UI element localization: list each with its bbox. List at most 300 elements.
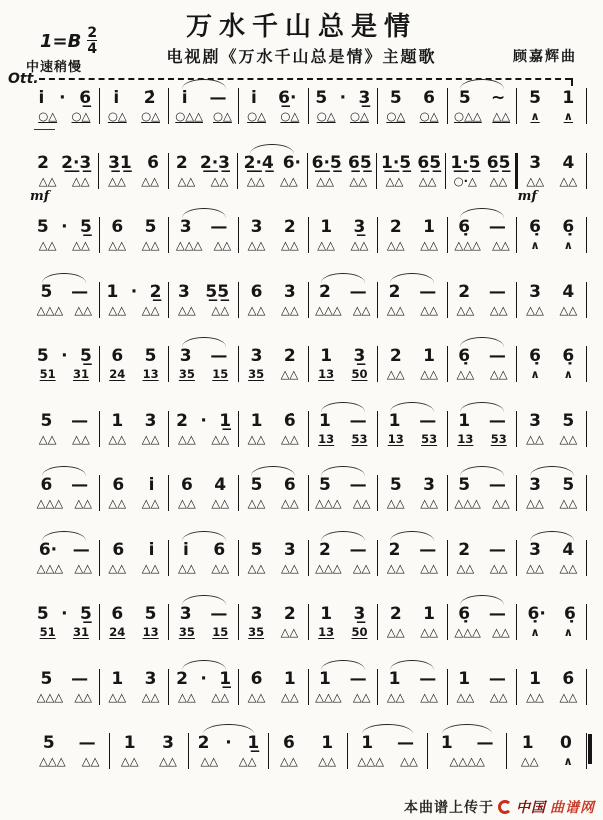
note: 1 (562, 88, 575, 108)
measure (189, 733, 269, 769)
melody-notes (240, 282, 307, 303)
melody-notes (170, 217, 237, 238)
note: — (210, 346, 228, 366)
measure (309, 411, 379, 447)
note: i (251, 88, 257, 108)
measure (309, 540, 379, 576)
breath-mark: △△ (280, 496, 299, 510)
note: 6̇ (147, 152, 160, 173)
breath-mark: △△ (178, 431, 196, 446)
melody-notes (309, 153, 375, 174)
breath-mark: △△ (526, 431, 544, 446)
measure (448, 669, 518, 705)
note: — (210, 604, 228, 624)
melody-notes (379, 88, 446, 109)
dynamic-marking: mf (30, 188, 50, 204)
measure (239, 604, 309, 640)
breath-marks (111, 754, 188, 769)
note: — (71, 410, 89, 431)
breath-marks (449, 432, 516, 447)
breath-mark: 13 (142, 625, 159, 639)
breath-marks (379, 561, 446, 576)
melody-notes (170, 88, 237, 109)
tie-arc-icon (182, 208, 226, 218)
breath-mark: △△ (420, 238, 438, 252)
tie-arc-icon (460, 208, 504, 218)
note: 3̲ (353, 217, 366, 237)
note: 2 (176, 410, 188, 431)
melody-notes (240, 604, 307, 625)
note: — (488, 281, 506, 302)
note: 1 (320, 217, 333, 237)
breath-mark: △△ (238, 754, 257, 768)
breath-marks (170, 496, 237, 511)
note: 6 (111, 217, 124, 237)
note: 2 (318, 539, 331, 560)
measure (378, 282, 448, 318)
measure (100, 282, 170, 318)
score-body (30, 88, 587, 798)
breath-marks (170, 109, 237, 124)
note: 5 (389, 475, 402, 495)
breath-marks (310, 561, 377, 576)
subtitle: 电视剧《万水千山总是情》主题歌 (166, 47, 437, 66)
breath-mark: 24 (109, 625, 126, 639)
note: 0 (559, 733, 572, 753)
breath-mark: △△ (352, 302, 371, 317)
breath-mark: △△ (317, 238, 335, 252)
breath-mark: △△ (386, 238, 405, 252)
breath-marks (449, 625, 516, 640)
breath-marks (379, 496, 446, 511)
measure (239, 346, 309, 382)
note: 5 (36, 346, 49, 366)
breath-mark: △△ (211, 431, 230, 446)
breath-marks (519, 174, 585, 189)
note: 1 (423, 217, 436, 237)
breath-marks (31, 174, 97, 189)
note: 4 (562, 152, 575, 173)
melody-notes (101, 88, 168, 109)
breath-mark: △△ (247, 431, 266, 446)
breath-mark: △△ (559, 431, 578, 446)
melody-notes (240, 411, 307, 432)
breath-mark: △△ (280, 367, 299, 381)
breath-mark: △△ (211, 689, 230, 704)
melody-notes (31, 540, 98, 561)
measure (169, 475, 239, 511)
note: 3 (529, 281, 541, 302)
breath-mark: △△ (246, 173, 265, 188)
measure (517, 411, 587, 447)
note: 2 (175, 152, 188, 173)
note: i (148, 539, 155, 560)
note: 1 (320, 346, 333, 366)
breath-mark: △△ (420, 689, 438, 704)
composer-credit: 顾嘉辉曲 (513, 49, 577, 65)
breath-marks (101, 238, 168, 253)
breath-mark: ∧ (530, 109, 540, 123)
breath-mark: 53 (421, 431, 438, 446)
note: 6̣ (529, 346, 541, 366)
note: 6̣ (564, 604, 576, 624)
breath-mark: △△ (213, 238, 232, 252)
note: 1̲·̲5̲ (450, 152, 481, 173)
breath-marks (240, 238, 307, 253)
note: 6 (180, 475, 193, 495)
site-name-bold: 中国 (516, 800, 546, 816)
note: 6̣ (529, 217, 541, 237)
note: 3 (178, 281, 190, 302)
note: 5 (389, 88, 402, 108)
score-line-11 (30, 733, 587, 769)
note: — (71, 475, 89, 495)
melody-notes (240, 540, 307, 561)
breath-mark: 13 (457, 431, 474, 446)
breath-mark: △△ (386, 625, 405, 639)
tie-arc-icon (362, 724, 412, 734)
note: 3 (529, 475, 541, 495)
measure (517, 604, 587, 640)
breath-mark: ○△ (316, 109, 336, 123)
note: i (38, 88, 45, 108)
breath-mark: △△ (108, 173, 126, 188)
note: 2̲ (149, 281, 162, 302)
breath-marks (170, 561, 237, 576)
breath-mark: △△ (141, 689, 160, 704)
melody-notes (310, 604, 377, 625)
melody-notes (310, 217, 377, 238)
note: 4 (214, 475, 227, 495)
breath-mark: 31 (72, 367, 89, 381)
melody-notes (379, 540, 446, 561)
measure (239, 282, 309, 318)
measure (30, 411, 100, 447)
note: ~ (490, 88, 506, 108)
tie-arc-icon (182, 531, 226, 541)
tie-arc-icon (321, 402, 365, 412)
breath-mark: △△ (489, 173, 508, 188)
melody-notes (379, 669, 446, 690)
breath-marks (379, 303, 446, 318)
note: 3 (179, 217, 192, 237)
melody-notes (170, 475, 237, 496)
breath-mark: △△ (280, 625, 299, 639)
melody-notes (31, 346, 98, 367)
breath-marks (31, 432, 98, 447)
note: 1 (529, 668, 541, 689)
tie-arc-icon (460, 595, 504, 605)
note: 2 (389, 604, 402, 624)
tie-arc-icon (42, 273, 86, 283)
breath-mark: △△ (72, 238, 90, 252)
melody-notes (449, 669, 516, 690)
note: 1̲ (219, 668, 232, 689)
note: 6̲5̲ (486, 152, 511, 173)
breath-mark: △△ (350, 238, 369, 252)
measure (517, 346, 587, 382)
measure (309, 282, 379, 318)
measure (378, 604, 448, 640)
breath-mark: ∧ (563, 625, 574, 639)
measure (30, 152, 99, 204)
breath-mark: △△ (316, 173, 334, 188)
breath-mark: 13 (142, 367, 159, 381)
melody-notes (239, 153, 305, 174)
breath-mark: ○△ (71, 109, 91, 123)
breath-marks (31, 367, 98, 382)
tie-arc-icon (530, 531, 574, 541)
note: 6 (40, 475, 53, 495)
breath-mark: △△ (211, 496, 230, 510)
melody-notes (31, 604, 98, 625)
note: 5 (40, 668, 53, 689)
note: 1̲ (219, 410, 232, 431)
breath-mark: 53 (490, 431, 507, 446)
breath-mark: △△ (489, 367, 508, 381)
measure (309, 604, 379, 640)
breath-marks (240, 561, 307, 576)
measure (428, 733, 508, 769)
measure (448, 282, 518, 318)
breath-marks (309, 174, 375, 189)
breath-marks (379, 238, 446, 253)
measure (348, 733, 428, 769)
measure (169, 540, 239, 576)
melody-notes (100, 153, 166, 174)
breath-marks (101, 303, 168, 318)
breath-mark: △△ (352, 496, 371, 510)
site-name-red: 曲谱网 (550, 800, 595, 816)
tie-arc-icon (321, 466, 365, 476)
note: — (476, 733, 494, 753)
breath-mark: 15 (212, 367, 229, 381)
breath-mark: △△ (141, 238, 160, 252)
breath-marks (170, 174, 236, 189)
breath-marks (240, 432, 307, 447)
breath-mark: △△ (526, 173, 545, 188)
melody-notes (379, 604, 446, 625)
breath-marks (429, 754, 506, 769)
note: 1 (283, 668, 296, 689)
breath-marks (379, 109, 446, 124)
breath-marks (379, 625, 446, 640)
note: — (419, 539, 437, 560)
note: 2 (388, 539, 401, 560)
breath-mark: 13 (318, 625, 335, 639)
melody-notes (31, 217, 98, 238)
note: 6̣ (458, 217, 471, 237)
breath-mark: 35 (248, 625, 265, 639)
measure (30, 346, 100, 382)
breath-marks (270, 754, 347, 769)
breath-mark: △△ (71, 173, 90, 188)
breath-marks (240, 303, 307, 318)
note: 2 (389, 217, 402, 237)
note: 6̣ (562, 346, 575, 366)
measure (309, 346, 379, 382)
breath-mark: △△ (108, 560, 127, 575)
note: · (200, 410, 207, 431)
measure (448, 217, 518, 253)
breath-mark: ○△ (141, 109, 161, 123)
melody-notes (310, 88, 377, 109)
breath-mark: 24 (109, 367, 126, 381)
melody-notes (240, 475, 307, 496)
note: 5̲ (79, 604, 92, 624)
breath-mark: △△ (72, 431, 90, 446)
note: 6̣· (527, 604, 546, 624)
measure (517, 669, 587, 705)
breath-marks (379, 367, 446, 382)
breath-mark: △△ (492, 496, 510, 510)
breath-mark: △△ (108, 238, 127, 252)
melody-notes (101, 217, 168, 238)
breath-mark: △△ (349, 173, 368, 188)
note: 3̲ (353, 604, 366, 624)
note: 6̣ (458, 346, 471, 366)
breath-marks (101, 367, 168, 382)
note: — (419, 410, 437, 431)
note: — (78, 733, 96, 753)
breath-mark: △△△ (36, 496, 64, 510)
breath-mark: △△△ (175, 238, 203, 252)
note: 6̲ (79, 88, 92, 108)
measure (377, 153, 446, 189)
breath-marks (170, 432, 237, 447)
measure (378, 475, 448, 511)
breath-mark: △△ (559, 496, 578, 510)
breath-mark: △△△ (357, 754, 384, 768)
breath-mark: △△ (210, 173, 229, 188)
breath-mark: △△ (456, 560, 475, 575)
note: i (181, 88, 188, 108)
watermark-upload-text: 本曲谱上传于 (404, 800, 494, 816)
breath-mark: 51 (39, 367, 56, 381)
tie-arc-icon (390, 660, 434, 670)
melody-notes (379, 346, 446, 367)
melody-notes (240, 669, 307, 690)
note: 1 (521, 733, 534, 753)
breath-marks (101, 432, 168, 447)
breath-mark: △△ (386, 689, 405, 704)
breath-mark: △△ (159, 754, 177, 768)
melody-notes (449, 282, 516, 303)
note: 3 (529, 152, 542, 173)
note: 6 (250, 281, 263, 302)
tie-arc-icon (251, 466, 295, 476)
breath-mark: ○△ (419, 109, 439, 123)
breath-mark: △△△ (454, 625, 481, 639)
note: 3 (250, 604, 263, 624)
site-logo-icon (498, 800, 512, 814)
breath-mark: ○△ (280, 109, 300, 123)
breath-marks (518, 496, 585, 511)
breath-mark: △△ (141, 302, 160, 317)
breath-mark: △△ (178, 689, 196, 704)
measure (378, 88, 448, 124)
breath-mark: △△ (211, 302, 230, 317)
breath-mark: 35 (178, 367, 195, 381)
breath-marks (31, 496, 98, 511)
melody-notes (31, 475, 98, 496)
breath-mark: △△ (526, 560, 544, 575)
breath-mark: △△ (489, 689, 508, 704)
breath-mark: ○△ (247, 109, 266, 123)
breath-marks (240, 109, 307, 124)
breath-mark: △△ (280, 302, 299, 317)
breath-mark: ○△△ (454, 109, 482, 123)
score-line-1 (30, 88, 587, 124)
note: 1 (318, 668, 331, 689)
note: 1 (423, 604, 436, 624)
breath-marks (518, 238, 585, 253)
note: · (130, 281, 138, 302)
note: 3 (144, 668, 157, 689)
note: 1 (111, 410, 124, 431)
note: · (200, 668, 207, 689)
measure (309, 669, 379, 705)
breath-marks (310, 690, 377, 705)
measure (517, 88, 587, 124)
measure (517, 217, 587, 253)
breath-mark: △△ (280, 431, 299, 446)
measure (100, 411, 170, 447)
melody-notes (170, 411, 237, 432)
note: 5 (40, 281, 53, 302)
breath-mark: △△ (178, 560, 196, 575)
melody-notes (31, 733, 108, 754)
note: — (396, 733, 414, 753)
breath-marks (310, 238, 377, 253)
note: 5 (250, 539, 263, 560)
breath-marks (170, 303, 237, 318)
measure (507, 733, 587, 769)
breath-mark: 53 (351, 431, 368, 446)
measure (169, 346, 239, 382)
melody-notes (449, 475, 516, 496)
measure (448, 475, 518, 511)
note: 5̲ (79, 346, 92, 366)
breath-mark: ∧ (563, 367, 574, 381)
breath-marks (240, 367, 307, 382)
note: 1 (123, 733, 136, 753)
note: 1 (388, 668, 401, 689)
breath-mark: △△ (38, 431, 57, 446)
breath-mark: △△△ (39, 754, 66, 768)
breath-mark: △△ (559, 302, 578, 317)
breath-mark: △△ (141, 560, 160, 575)
breath-marks (449, 690, 516, 705)
breath-mark: ○△△ (175, 109, 203, 123)
breath-mark: △△ (280, 689, 299, 704)
note: 3 (283, 281, 296, 302)
note: 1 (458, 668, 471, 689)
note: 5 (144, 346, 157, 366)
note: 1 (250, 410, 263, 431)
note: 5 (144, 604, 157, 624)
breath-mark: △△△ (315, 302, 342, 317)
measure (378, 540, 448, 576)
melody-notes (111, 733, 188, 754)
melody-notes (429, 733, 506, 754)
note: — (419, 668, 437, 689)
note: 5̲ (79, 217, 92, 237)
note: — (488, 604, 506, 624)
note: i (113, 88, 120, 108)
measure (169, 153, 238, 189)
breath-mark: △△ (386, 560, 405, 575)
